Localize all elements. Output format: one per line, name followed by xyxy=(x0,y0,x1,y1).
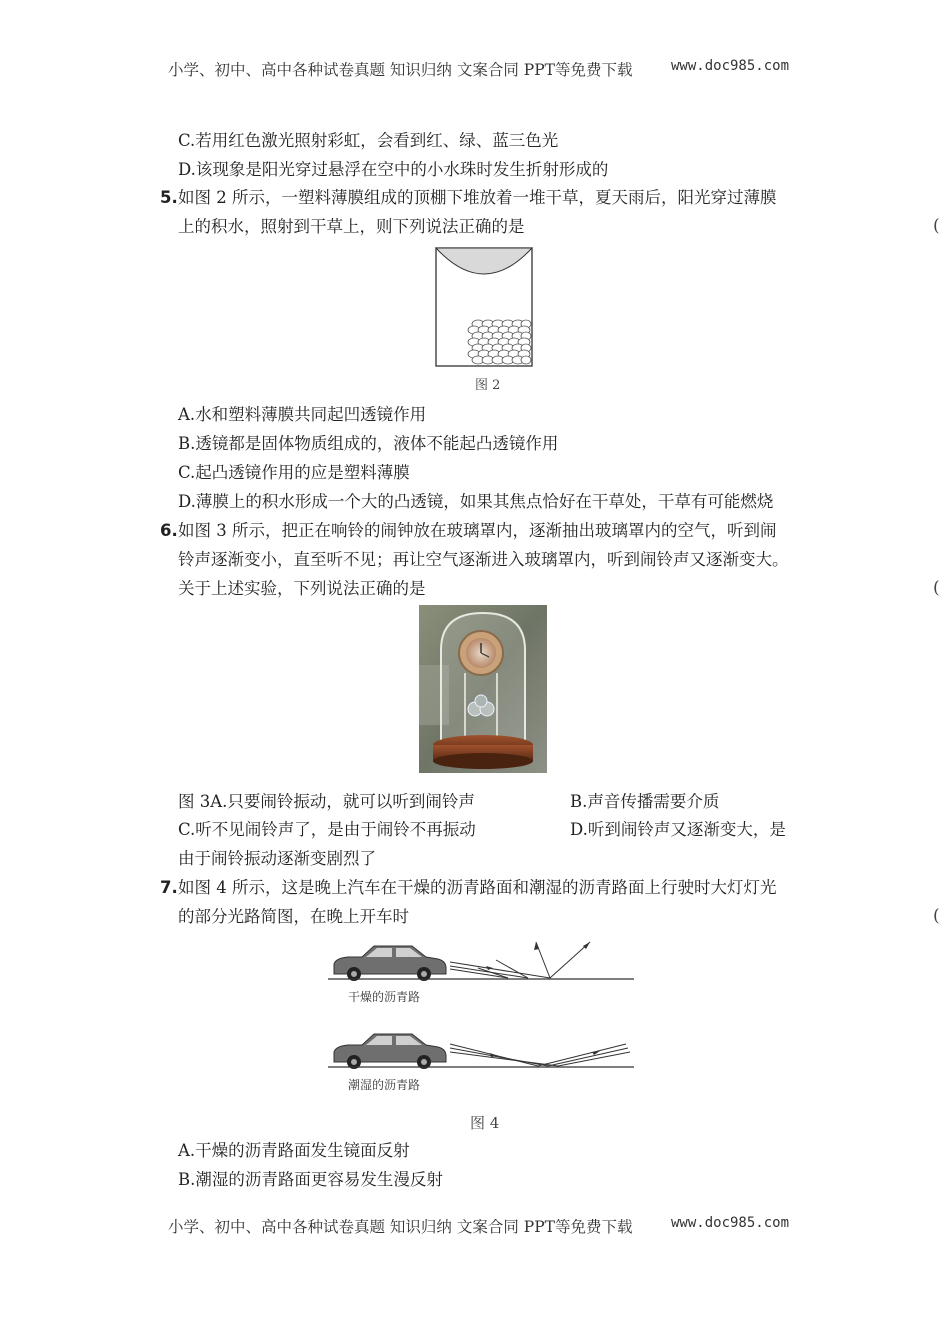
prev-option-c: C.若用红色激光照射彩虹，会看到红、绿、蓝三色光 xyxy=(178,131,559,150)
question-5-line2: 上的积水，照射到干草上，则下列说法正确的是 xyxy=(178,217,525,236)
question-5-line1: 如图 2 所示，一塑料薄膜组成的顶棚下堆放着一堆干草，夏天雨后，阳光穿过薄膜 xyxy=(178,188,777,207)
question-7-answer-paren: ( xyxy=(933,906,940,926)
question-6-option-d: D.听到闹铃声又逐渐变大，是 xyxy=(570,820,786,839)
question-5-answer-paren: ( xyxy=(933,216,940,236)
question-5-option-a: A.水和塑料薄膜共同起凹透镜作用 xyxy=(178,405,427,424)
question-7-number: 7. xyxy=(160,878,178,897)
question-6-option-a: 图 3A.只要闹铃振动，就可以听到闹铃声 xyxy=(178,792,475,811)
question-6-number: 6. xyxy=(160,521,178,540)
question-7-option-a: A.干燥的沥青路面发生镜面反射 xyxy=(178,1141,410,1160)
question-6-option-c: C.听不见闹铃声了，是由于闹铃不再振动 xyxy=(178,820,476,839)
question-7-line2: 的部分光路简图，在晚上开车时 xyxy=(178,907,409,926)
wet-road-light-rays xyxy=(450,1044,630,1066)
question-5-option-d: D.薄膜上的积水形成一个大的凸透镜，如果其焦点恰好在干草处，干草有可能燃烧 xyxy=(178,492,774,511)
question-5-option-c: C.起凸透镜作用的应是塑料薄膜 xyxy=(178,463,410,482)
question-7-line1: 如图 4 所示，这是晚上汽车在干燥的沥青路面和潮湿的沥青路面上行驶时大灯灯光 xyxy=(178,878,777,897)
car-wet-road xyxy=(334,1034,446,1069)
figure-2-caption: 图 2 xyxy=(475,378,501,393)
wet-road-label: 潮湿的沥青路 xyxy=(348,1078,421,1092)
figure-2-water-membrane xyxy=(436,248,532,274)
question-6-line2: 铃声逐渐变小，直至听不见；再让空气逐渐进入玻璃罩内，听到闹铃声又逐渐变大。 xyxy=(178,550,789,569)
car-dry-road xyxy=(334,946,446,981)
footer-url[interactable]: www.doc985.com xyxy=(671,1215,790,1231)
header-text: 小学、初中、高中各种试卷真题 知识归纳 文案合同 PPT等免费下载 xyxy=(168,61,633,79)
figure-2-diagram xyxy=(430,244,540,370)
figure-3-bell-jar-photo xyxy=(419,605,547,773)
question-5-number: 5. xyxy=(160,188,178,207)
question-6-answer-paren: ( xyxy=(933,578,940,598)
dry-road-light-rays xyxy=(450,942,590,978)
question-7-option-b: B.潮湿的沥青路面更容易发生漫反射 xyxy=(178,1170,443,1189)
figure-4-dry-road-diagram xyxy=(328,938,634,984)
figure-4-wet-road-diagram xyxy=(328,1020,634,1072)
question-6-option-b: B.声音传播需要介质 xyxy=(570,792,720,811)
prev-option-d: D.该现象是阳光穿过悬浮在空中的小水珠时发生折射形成的 xyxy=(178,160,609,179)
header-url[interactable]: www.doc985.com xyxy=(671,58,790,74)
dry-road-label: 干燥的沥青路 xyxy=(348,990,421,1004)
question-6-line1: 如图 3 所示，把正在响铃的闹钟放在玻璃罩内，逐渐抽出玻璃罩内的空气，听到闹 xyxy=(178,521,777,540)
figure-4-caption: 图 4 xyxy=(470,1114,500,1132)
question-6-option-d-continued: 由于闹铃振动逐渐变剧烈了 xyxy=(178,849,376,868)
figure-2-hay-pile xyxy=(468,320,531,364)
question-5-option-b: B.透镜都是固体物质组成的，液体不能起凸透镜作用 xyxy=(178,434,559,453)
question-6-line3: 关于上述实验，下列说法正确的是 xyxy=(178,579,426,598)
footer-text: 小学、初中、高中各种试卷真题 知识归纳 文案合同 PPT等免费下载 xyxy=(168,1218,633,1236)
